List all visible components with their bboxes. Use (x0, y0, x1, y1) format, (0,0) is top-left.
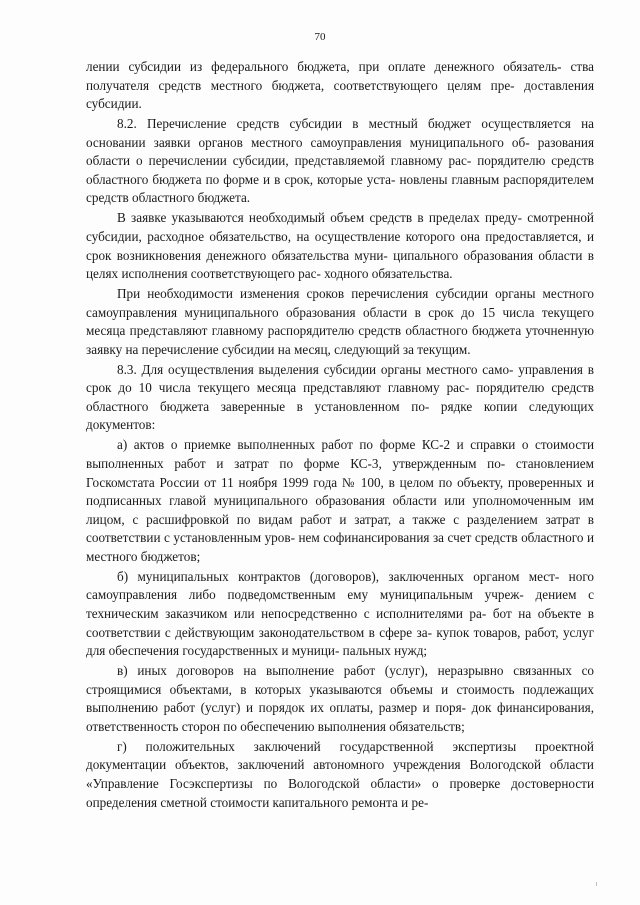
text-line: ного самоуправления либо подведомственным ему муниципальным учреж- (86, 568, 594, 603)
text-line: В заявке указываются необходимый объем средств в пределах преду- (117, 210, 522, 226)
text-line: г) положительных заключений государственной экспертизы проектной (117, 738, 594, 754)
text-line: доставления субсидии. (86, 77, 595, 112)
text-line: управления в срок до 10 числа текущего месяца представляют главному рас- (86, 361, 594, 396)
text-line: б) муниципальных контрактов (договоров), заключенных органом мест- (117, 568, 560, 584)
document-body (86, 58, 594, 813)
text-line: области «Управление Госэкспертизы по Вологодской области» о проверке (86, 757, 594, 791)
text-line: становлением Госкомстата России от 11 ноября 1999 года № 100, в целом по (86, 455, 595, 490)
text-line: документации объектов, заключений автономного учреждения Вологодской (86, 757, 542, 773)
paragraph (86, 361, 594, 435)
text-line: стоимости выполненных работ и затрат по форме КС-3, утвержденным по- (86, 437, 595, 471)
text-line: порядителю средств областного бюджета по форме и в срок, которые уста- (86, 153, 594, 187)
page-number: 70 (314, 31, 326, 43)
paragraph (86, 436, 594, 566)
text-line: на основании заявки органов местного самоуправления муниципального об- (86, 116, 594, 150)
text-line: смотренной субсидии, расходное обязательство, на осуществление которого (86, 210, 594, 244)
paragraph (86, 285, 594, 359)
text-line: ципального образования области в целях исполнения соответствующего рас- (86, 247, 594, 282)
text-line: объекту, проверенных и подписанных главой муниципального образования (86, 474, 595, 509)
text-line: она предоставляется, и срок возникновения денежного обязательства муни- (86, 228, 594, 263)
text-line: купок товаров, работ, услуг для обеспечения государственных и муници- (86, 624, 594, 659)
text-line: 8.2. Перечисление средств субсидии в местный бюджет осуществляется (117, 116, 571, 132)
text-line: док финансирования, ответственность сторон по обеспечению выполнения (86, 700, 595, 734)
text-line: При необходимости изменения сроков перечисления субсидии органы (117, 286, 536, 302)
text-line: 8.3. Для осуществления выделения субсидии органы местного само- (117, 361, 514, 377)
scan-artifact-mark (596, 882, 597, 886)
text-line: новлены главным распорядителем средств областного бюджета. (86, 171, 594, 206)
text-line: достоверности определения сметной стоимости капитального ремонта и ре- (86, 775, 594, 810)
text-line: области или уполномоченным им лицом, с расшифровкой по видам работ и (86, 493, 595, 527)
paragraph (86, 209, 594, 283)
text-line: 15 числа текущего месяца представляют главному распорядителю средств (86, 304, 595, 339)
text-line: в) иных договоров на выполнение работ (услуг), неразрывно связанных (117, 663, 572, 679)
text-line: нем софинансирования за счет средств областного и местного бюджетов; (86, 530, 595, 564)
text-line: разования области о перечислении субсидии, представляемой главному рас- (86, 134, 595, 169)
text-line: дением с техническим заказчиком или непосредственно с исполнителями ра- (86, 587, 595, 621)
paragraph (86, 662, 594, 736)
text-line: рядке копии следующих документов: (86, 398, 595, 433)
text-line: ходного обязательства. (324, 266, 453, 282)
text-line: следующий за текущим. (334, 341, 471, 357)
text-line: областного бюджета уточненную заявку на перечисление субсидии на месяц, (86, 323, 595, 357)
paragraph (86, 115, 594, 208)
text-line: бот на объекте в соответствии с действующим законодательством в сфере за- (86, 606, 594, 640)
text-line: затрат, а также с разделением затрат в соответствии с установленным уров- (86, 511, 595, 546)
text-line: обязательств; (389, 718, 465, 734)
paragraph (86, 58, 594, 114)
paragraph (86, 738, 594, 812)
text-line: порядителю средств областного бюджета заверенные в установленном по- (86, 380, 594, 414)
text-line: местного самоуправления муниципального образования области в срок до (86, 286, 595, 320)
text-line: подлежащих выполнению работ (услуг) и порядок их оплаты, размер и поря- (86, 681, 594, 716)
text-line: ства получателя средств местного бюджета, соответствующего целям пре- (86, 59, 595, 93)
text-line: пальных нужд; (342, 643, 428, 659)
paragraph (86, 568, 594, 661)
text-line: лении субсидии из федерального бюджета, при оплате денежного обязатель- (86, 59, 562, 74)
text-line: а) актов о приемке выполненных работ по форме КС-2 и справки о (117, 437, 529, 453)
text-line: со строящимися объектами, в которых указываются объемы и стоимость (86, 663, 595, 697)
